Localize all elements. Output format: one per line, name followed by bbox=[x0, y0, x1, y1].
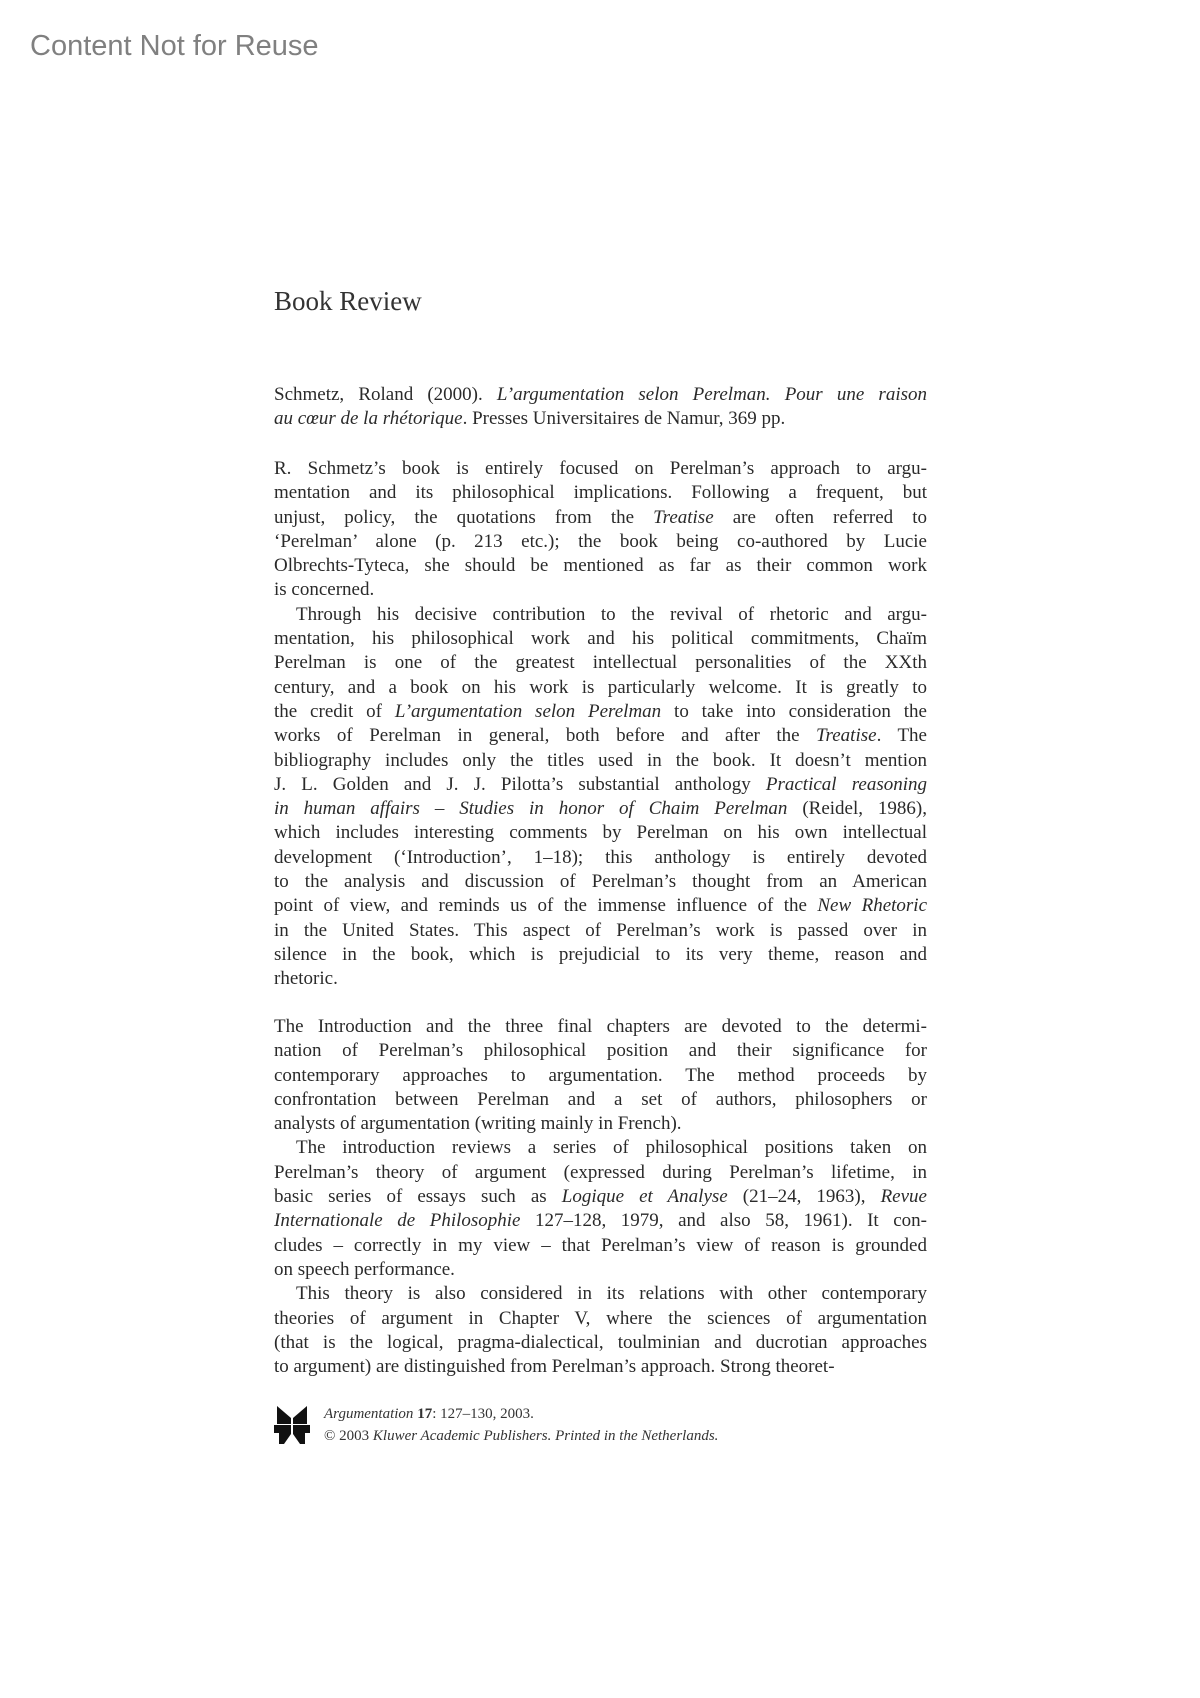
text-line: the credit of L’argumentation selon Perelman to take into consideration the bbox=[274, 700, 927, 722]
text-line: analysts of argumentation (writing mainly in French). bbox=[274, 1113, 682, 1135]
text-line: The introduction reviews a series of philosophical positions taken on bbox=[296, 1137, 927, 1159]
text-line: development (‘Introduction’, 1–18); this anthology is entirely devoted bbox=[274, 846, 927, 868]
text-line: which includes interesting comments by Perelman on his own intellectual bbox=[274, 822, 927, 844]
text-line: rhetoric. bbox=[274, 968, 338, 990]
text-line: bibliography includes only the titles used in the book. It doesn’t mention bbox=[274, 749, 927, 771]
footer-text bbox=[324, 1403, 718, 1447]
citation-line-1 bbox=[274, 383, 927, 407]
text-line: contemporary approaches to argumentation. The method proceeds by bbox=[274, 1064, 927, 1086]
text-line: ‘Perelman’ alone (p. 213 etc.); the book being co-authored by Lucie bbox=[274, 530, 927, 552]
book-citation bbox=[274, 383, 927, 432]
text-line: confrontation between Perelman and a set of authors, philosophers or bbox=[274, 1088, 927, 1110]
copyright-line bbox=[324, 1425, 718, 1447]
text-line: Perelman is one of the greatest intellectual personalities of the XXth bbox=[274, 652, 927, 674]
publisher-line: Kluwer Academic Publishers. Printed in the Netherlands. bbox=[372, 1428, 719, 1444]
review-section-1 bbox=[274, 457, 927, 992]
journal-volume: 17 bbox=[417, 1406, 433, 1422]
text-line: theories of argument in Chapter V, where the sciences of argumentation bbox=[274, 1307, 927, 1329]
text-line: Internationale de Philosophie 127–128, 1979, and also 58, 1961). It con- bbox=[274, 1210, 928, 1232]
paragraph bbox=[274, 457, 927, 603]
text-line: to argument) are distinguished from Perelman’s approach. Strong theoret- bbox=[274, 1356, 835, 1378]
journal-pages: : 127–130, 2003. bbox=[432, 1406, 534, 1422]
page-title: Book Review bbox=[274, 286, 422, 316]
text-line: cludes – correctly in my view – that Perelman’s view of reason is grounded bbox=[274, 1234, 927, 1256]
text-line: is concerned. bbox=[274, 579, 375, 601]
text-line: basic series of essays such as Logique et Analyse (21–24, 1963), Revue bbox=[274, 1186, 927, 1208]
text-line: unjust, policy, the quotations from the Treatise are often referred to bbox=[274, 506, 928, 528]
text-line: Perelman’s theory of argument (expressed during Perelman’s lifetime, in bbox=[274, 1161, 927, 1183]
text-line: This theory is also considered in its relations with other contemporary bbox=[296, 1283, 927, 1305]
citation-subtitle: au cœur de la rhétorique bbox=[274, 408, 463, 430]
paragraph bbox=[274, 1282, 927, 1379]
text-line: mentation and its philosophical implications. Following a frequent, but bbox=[274, 482, 927, 504]
text-line: J. L. Golden and J. J. Pilotta’s substantial anthology Practical reasoning bbox=[274, 773, 928, 795]
paragraph bbox=[274, 1136, 927, 1282]
citation-publisher: . Presses Universitaires de Namur, 369 pp. bbox=[462, 408, 786, 430]
journal-reference bbox=[324, 1403, 718, 1425]
text-line: works of Perelman in general, both before and after the Treatise. The bbox=[274, 725, 927, 747]
text-line: (that is the logical, pragma-dialectical, toulminian and ducrotian approaches bbox=[274, 1331, 927, 1353]
journal-footer bbox=[274, 1403, 927, 1451]
text-line: in the United States. This aspect of Perelman’s work is passed over in bbox=[274, 919, 927, 941]
paragraph bbox=[274, 603, 927, 992]
text-line: Through his decisive contribution to the revival of rhetoric and argu- bbox=[296, 603, 927, 625]
copyright-year: © 2003 bbox=[324, 1428, 373, 1444]
review-section-2 bbox=[274, 1015, 927, 1379]
text-line: point of view, and reminds us of the immense influence of the New Rhetoric bbox=[274, 895, 928, 917]
text-line: R. Schmetz’s book is entirely focused on Perelman’s approach to argu- bbox=[274, 458, 927, 479]
kluwer-logo-icon bbox=[274, 1404, 310, 1446]
text-line: The Introduction and the three final chapters are devoted to the determi- bbox=[274, 1016, 927, 1037]
text-line: mentation, his philosophical work and his political commitments, Chaïm bbox=[274, 628, 927, 650]
citation-title: L’argumentation selon Perelman. Pour une raison bbox=[496, 384, 927, 405]
watermark: Content Not for Reuse bbox=[30, 30, 319, 62]
text-line: silence in the book, which is prejudicial to its very theme, reason and bbox=[274, 943, 927, 965]
text-line: Olbrechts-Tyteca, she should be mentioned as far as their common work bbox=[274, 555, 927, 577]
journal-name: Argumentation bbox=[324, 1406, 414, 1422]
text-line: in human affairs – Studies in honor of Chaim Perelman (Reidel, 1986), bbox=[274, 798, 927, 820]
text-line: nation of Perelman’s philosophical position and their significance for bbox=[274, 1040, 927, 1062]
text-line: to the analysis and discussion of Perelman’s thought from an American bbox=[274, 871, 927, 893]
paragraph bbox=[274, 1015, 927, 1136]
citation-author: Schmetz, Roland (2000). bbox=[274, 384, 497, 405]
citation-line-2 bbox=[274, 407, 927, 431]
text-line: century, and a book on his work is particularly welcome. It is greatly to bbox=[274, 676, 927, 698]
text-line: on speech performance. bbox=[274, 1258, 455, 1280]
